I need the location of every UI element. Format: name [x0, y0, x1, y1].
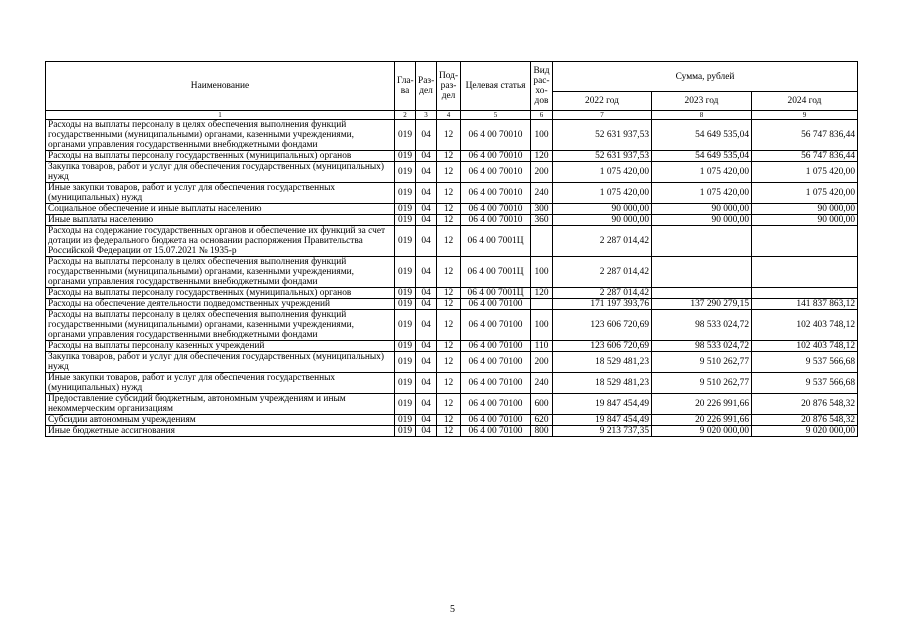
row-glava: 019 [395, 394, 416, 415]
column-index: 4 [437, 111, 461, 120]
row-sum-2024: 102 403 748,12 [752, 341, 858, 352]
row-sum-2022: 52 631 937,53 [553, 120, 652, 151]
row-sum-2023: 1 075 420,00 [652, 162, 752, 183]
table-row [46, 257, 858, 288]
row-razdel: 04 [416, 162, 437, 183]
row-sum-2022: 171 197 393,76 [553, 299, 652, 310]
row-sum-2024: 20 876 548,32 [752, 415, 858, 426]
row-sum-2024: 20 876 548,32 [752, 394, 858, 415]
row-razdel: 04 [416, 394, 437, 415]
row-name: Расходы на обеспечение деятельности подведомственных учреждений [46, 299, 395, 310]
row-target: 06 4 00 70100 [461, 310, 531, 341]
column-index: 8 [652, 111, 752, 120]
table-row [46, 352, 858, 373]
row-name: Расходы на выплаты персоналу государственных (муниципальных) органов [46, 288, 395, 299]
header-podrazdel: Под-раз-дел [437, 62, 461, 111]
header-year-2023: 2023 год [652, 92, 752, 111]
row-sum-2023: 54 649 535,04 [652, 151, 752, 162]
column-index: 9 [752, 111, 858, 120]
row-sum-2024: 56 747 836,44 [752, 120, 858, 151]
row-name: Расходы на содержание государственных органов и обеспечение их функций за счет дотации из федерального бюджета на основании распоряжения Правительства Российской Федерации от 15.07.2021 № 1935-р [46, 226, 395, 257]
row-razdel: 04 [416, 288, 437, 299]
row-vid: 200 [531, 352, 553, 373]
row-name: Закупка товаров, работ и услуг для обеспечения государственных (муниципальных) нужд [46, 162, 395, 183]
row-sum-2022: 123 606 720,69 [553, 341, 652, 352]
row-sum-2024: 141 837 863,12 [752, 299, 858, 310]
row-sum-2024 [752, 257, 858, 288]
row-sum-2024: 9 537 566,68 [752, 373, 858, 394]
row-sum-2023: 20 226 991,66 [652, 394, 752, 415]
row-name: Субсидии автономным учреждениям [46, 415, 395, 426]
row-vid: 100 [531, 310, 553, 341]
row-target: 06 4 00 70010 [461, 204, 531, 215]
row-podrazdel: 12 [437, 394, 461, 415]
row-sum-2022: 18 529 481,23 [553, 373, 652, 394]
row-sum-2024: 90 000,00 [752, 215, 858, 226]
row-razdel: 04 [416, 120, 437, 151]
row-vid: 200 [531, 162, 553, 183]
row-sum-2023: 90 000,00 [652, 204, 752, 215]
row-podrazdel: 12 [437, 183, 461, 204]
row-target: 06 4 00 70100 [461, 299, 531, 310]
row-sum-2022: 9 213 737,35 [553, 426, 652, 437]
row-sum-2022: 19 847 454,49 [553, 394, 652, 415]
row-glava: 019 [395, 288, 416, 299]
row-vid: 240 [531, 373, 553, 394]
row-sum-2022: 123 606 720,69 [553, 310, 652, 341]
row-sum-2023: 20 226 991,66 [652, 415, 752, 426]
row-sum-2023: 9 510 262,77 [652, 352, 752, 373]
row-sum-2023 [652, 226, 752, 257]
row-sum-2023: 54 649 535,04 [652, 120, 752, 151]
row-sum-2023: 137 290 279,15 [652, 299, 752, 310]
row-razdel: 04 [416, 352, 437, 373]
table-row [46, 310, 858, 341]
row-sum-2022: 52 631 937,53 [553, 151, 652, 162]
page-number: 5 [450, 604, 455, 615]
row-vid [531, 299, 553, 310]
row-sum-2024 [752, 226, 858, 257]
row-razdel: 04 [416, 299, 437, 310]
row-razdel: 04 [416, 310, 437, 341]
header-target: Целевая статья [461, 62, 531, 111]
row-podrazdel: 12 [437, 257, 461, 288]
header-name: Наименование [46, 62, 395, 111]
row-glava: 019 [395, 352, 416, 373]
header-sum: Сумма, рублей [553, 62, 858, 92]
row-razdel: 04 [416, 215, 437, 226]
row-name: Расходы на выплаты персоналу государственных (муниципальных) органов [46, 151, 395, 162]
row-sum-2024: 102 403 748,12 [752, 310, 858, 341]
table-row [46, 394, 858, 415]
row-sum-2024: 1 075 420,00 [752, 162, 858, 183]
row-name: Закупка товаров, работ и услуг для обеспечения государственных (муниципальных) нужд [46, 352, 395, 373]
row-glava: 019 [395, 215, 416, 226]
row-name: Расходы на выплаты персоналу в целях обеспечения выполнения функций государственными (муниципальными) органами, казенными учреждениями, органами управления государственными внебюджетными фондами [46, 257, 395, 288]
header-year-2024: 2024 год [752, 92, 858, 111]
row-podrazdel: 12 [437, 310, 461, 341]
row-target: 06 4 00 70010 [461, 215, 531, 226]
row-vid [531, 226, 553, 257]
column-index: 6 [531, 111, 553, 120]
row-vid: 110 [531, 341, 553, 352]
row-target: 06 4 00 70100 [461, 426, 531, 437]
row-name: Иные выплаты населению [46, 215, 395, 226]
row-sum-2023: 1 075 420,00 [652, 183, 752, 204]
row-glava: 019 [395, 373, 416, 394]
row-sum-2022: 2 287 014,42 [553, 226, 652, 257]
row-sum-2023 [652, 288, 752, 299]
row-podrazdel: 12 [437, 151, 461, 162]
table-row [46, 162, 858, 183]
row-target: 06 4 00 70100 [461, 415, 531, 426]
row-target: 06 4 00 7001Ц [461, 226, 531, 257]
row-podrazdel: 12 [437, 299, 461, 310]
row-sum-2024 [752, 288, 858, 299]
row-glava: 019 [395, 151, 416, 162]
header-razdel: Раз-дел [416, 62, 437, 111]
row-vid: 600 [531, 394, 553, 415]
table-row [46, 288, 858, 299]
row-vid: 620 [531, 415, 553, 426]
row-sum-2022: 19 847 454,49 [553, 415, 652, 426]
table-body [46, 120, 858, 437]
row-razdel: 04 [416, 151, 437, 162]
column-index: 2 [395, 111, 416, 120]
row-sum-2022: 2 287 014,42 [553, 257, 652, 288]
row-sum-2023: 9 020 000,00 [652, 426, 752, 437]
table-header [46, 62, 858, 120]
row-name: Предоставление субсидий бюджетным, автономным учреждениям и иным некоммерческим организациям [46, 394, 395, 415]
row-razdel: 04 [416, 373, 437, 394]
table-row [46, 120, 858, 151]
row-podrazdel: 12 [437, 288, 461, 299]
row-vid: 360 [531, 215, 553, 226]
row-target: 06 4 00 70010 [461, 183, 531, 204]
table-row [46, 426, 858, 437]
row-sum-2023: 90 000,00 [652, 215, 752, 226]
row-vid: 800 [531, 426, 553, 437]
row-sum-2023: 98 533 024,72 [652, 341, 752, 352]
row-razdel: 04 [416, 426, 437, 437]
row-target: 06 4 00 70100 [461, 394, 531, 415]
row-target: 06 4 00 70100 [461, 352, 531, 373]
header-vid: Вид рас-хо-дов [531, 62, 553, 111]
row-vid: 100 [531, 120, 553, 151]
row-razdel: 04 [416, 341, 437, 352]
row-glava: 019 [395, 341, 416, 352]
table-row [46, 341, 858, 352]
table-row [46, 204, 858, 215]
row-sum-2022: 90 000,00 [553, 215, 652, 226]
row-glava: 019 [395, 426, 416, 437]
row-sum-2024: 1 075 420,00 [752, 183, 858, 204]
row-glava: 019 [395, 183, 416, 204]
row-podrazdel: 12 [437, 204, 461, 215]
row-podrazdel: 12 [437, 226, 461, 257]
table-row [46, 183, 858, 204]
row-podrazdel: 12 [437, 341, 461, 352]
header-year-2022: 2022 год [553, 92, 652, 111]
column-index: 5 [461, 111, 531, 120]
row-target: 06 4 00 70100 [461, 373, 531, 394]
row-sum-2022: 2 287 014,42 [553, 288, 652, 299]
column-index: 1 [46, 111, 395, 120]
row-sum-2024: 90 000,00 [752, 204, 858, 215]
row-name: Расходы на выплаты персоналу в целях обеспечения выполнения функций государственными (муниципальными) органами, казенными учреждениями, органами управления государственными внебюджетными фондами [46, 120, 395, 151]
row-sum-2022: 1 075 420,00 [553, 183, 652, 204]
row-sum-2022: 90 000,00 [553, 204, 652, 215]
row-glava: 019 [395, 162, 416, 183]
row-vid: 240 [531, 183, 553, 204]
row-name: Расходы на выплаты персоналу казенных учреждений [46, 341, 395, 352]
row-name: Иные бюджетные ассигнования [46, 426, 395, 437]
row-sum-2024: 56 747 836,44 [752, 151, 858, 162]
row-name: Социальное обеспечение и иные выплаты населению [46, 204, 395, 215]
row-vid: 300 [531, 204, 553, 215]
table-row [46, 299, 858, 310]
row-target: 06 4 00 70100 [461, 341, 531, 352]
row-glava: 019 [395, 257, 416, 288]
column-index-row [46, 111, 858, 120]
row-podrazdel: 12 [437, 215, 461, 226]
row-razdel: 04 [416, 204, 437, 215]
row-glava: 019 [395, 226, 416, 257]
row-razdel: 04 [416, 257, 437, 288]
budget-table [45, 61, 858, 437]
row-vid: 100 [531, 257, 553, 288]
row-sum-2024: 9 537 566,68 [752, 352, 858, 373]
row-target: 06 4 00 70010 [461, 162, 531, 183]
table-row [46, 215, 858, 226]
row-podrazdel: 12 [437, 120, 461, 151]
row-glava: 019 [395, 310, 416, 341]
row-target: 06 4 00 7001Ц [461, 257, 531, 288]
row-razdel: 04 [416, 226, 437, 257]
row-razdel: 04 [416, 183, 437, 204]
table-row [46, 373, 858, 394]
header-glava: Гла-ва [395, 62, 416, 111]
row-name: Расходы на выплаты персоналу в целях обеспечения выполнения функций государственными (муниципальными) органами, казенными учреждениями, органами управления государственными внебюджетными фондами [46, 310, 395, 341]
row-sum-2023 [652, 257, 752, 288]
row-podrazdel: 12 [437, 415, 461, 426]
row-sum-2023: 98 533 024,72 [652, 310, 752, 341]
row-vid: 120 [531, 151, 553, 162]
table-row [46, 415, 858, 426]
row-glava: 019 [395, 415, 416, 426]
row-target: 06 4 00 70010 [461, 120, 531, 151]
row-razdel: 04 [416, 415, 437, 426]
row-vid: 120 [531, 288, 553, 299]
row-sum-2022: 18 529 481,23 [553, 352, 652, 373]
row-glava: 019 [395, 204, 416, 215]
row-sum-2023: 9 510 262,77 [652, 373, 752, 394]
column-index: 3 [416, 111, 437, 120]
row-name: Иные закупки товаров, работ и услуг для обеспечения государственных (муниципальных) нужд [46, 373, 395, 394]
row-podrazdel: 12 [437, 373, 461, 394]
row-sum-2024: 9 020 000,00 [752, 426, 858, 437]
row-target: 06 4 00 7001Ц [461, 288, 531, 299]
column-index: 7 [553, 111, 652, 120]
row-podrazdel: 12 [437, 162, 461, 183]
row-name: Иные закупки товаров, работ и услуг для обеспечения государственных (муниципальных) нужд [46, 183, 395, 204]
row-podrazdel: 12 [437, 352, 461, 373]
table-row [46, 151, 858, 162]
row-target: 06 4 00 70010 [461, 151, 531, 162]
row-glava: 019 [395, 120, 416, 151]
row-glava: 019 [395, 299, 416, 310]
row-sum-2022: 1 075 420,00 [553, 162, 652, 183]
table-row [46, 226, 858, 257]
row-podrazdel: 12 [437, 426, 461, 437]
